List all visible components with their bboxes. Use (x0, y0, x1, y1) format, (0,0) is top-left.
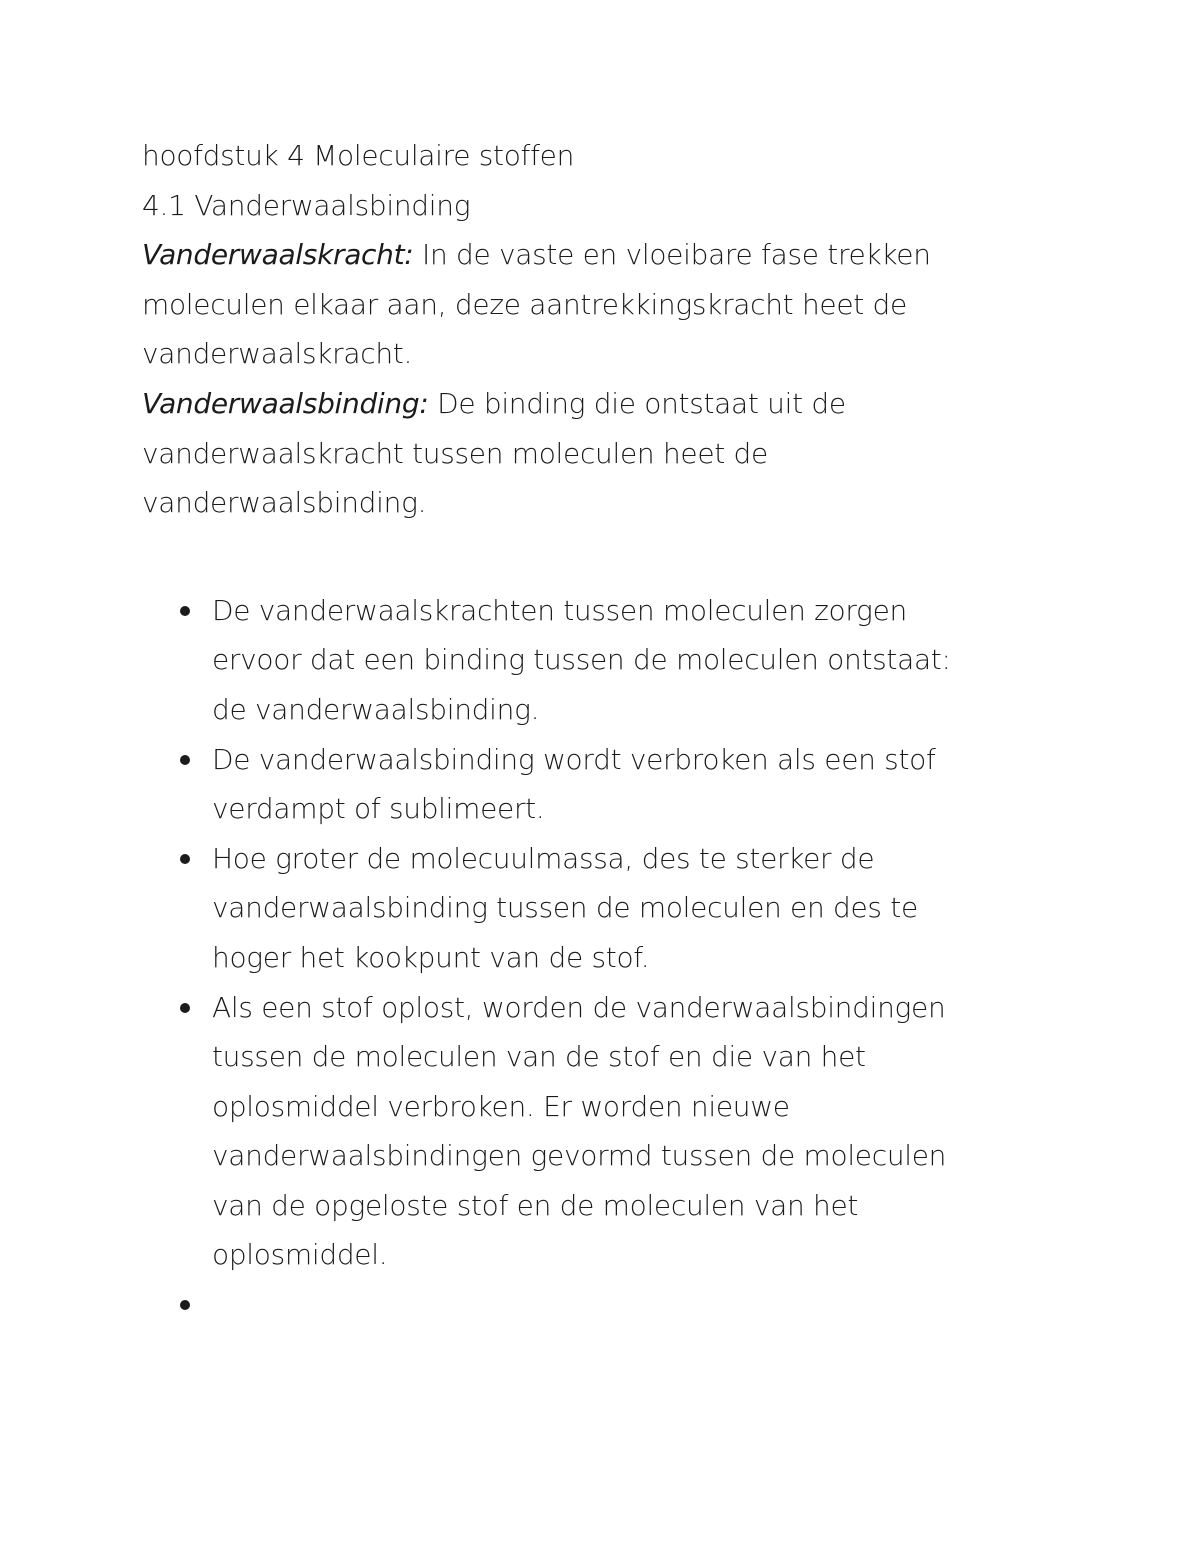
paragraph-spacer (142, 528, 1062, 586)
list-item-line: oplosmiddel verbroken. Er worden nieuwe (212, 1089, 790, 1123)
list-item-line: van de opgeloste stof en de moleculen van het (212, 1188, 859, 1222)
list-item-text (212, 983, 1062, 1281)
definition-line (142, 230, 1062, 280)
bullet-dot-icon (180, 1300, 190, 1310)
list-item (142, 735, 1062, 834)
list-item-line: Als een stof oplost, worden de vanderwaalsbindingen (212, 990, 946, 1024)
bullet-dot-icon (180, 1003, 190, 1013)
definition-line: vanderwaalskracht. (142, 337, 413, 371)
bullet-dot-icon (180, 755, 190, 765)
list-item (142, 834, 1062, 983)
definition-vanderwaalskracht (142, 230, 1062, 379)
list-item-line: oplosmiddel. (212, 1238, 388, 1272)
chapter-heading: hoofdstuk 4 Moleculaire stoffen (142, 139, 575, 172)
list-item-line: tussen de moleculen van de stof en die van het (212, 1040, 866, 1074)
definition-line (142, 379, 1062, 429)
list-item-line: ervoor dat een binding tussen de moleculen ontstaat: (212, 643, 951, 677)
definition-line: vanderwaalsbinding. (142, 486, 427, 520)
list-item-text (212, 586, 1062, 735)
list-item-line: vanderwaalsbindingen gevormd tussen de moleculen (212, 1139, 947, 1173)
list-item-text (212, 834, 1062, 983)
list-item-line: vanderwaalsbinding tussen de moleculen en des te (212, 891, 918, 925)
definition-vanderwaalsbinding (142, 379, 1062, 528)
list-item-line: De vanderwaalskrachten tussen moleculen zorgen (212, 593, 907, 627)
definition-text: In de vaste en vloeibare fase trekken (413, 238, 931, 272)
list-item (142, 1280, 1062, 1330)
definition-line: moleculen elkaar aan, deze aantrekkingskracht heet de (142, 287, 907, 321)
list-item-line: Hoe groter de molecuulmassa, des te sterker de (212, 841, 875, 875)
list-item (142, 586, 1062, 735)
list-item-text (212, 1280, 1062, 1330)
definition-text: De binding die ontstaat uit de (428, 386, 846, 420)
list-item-line: verdampt of sublimeert. (212, 792, 545, 826)
bullet-dot-icon (180, 606, 190, 616)
document-content (142, 131, 1062, 1330)
list-item-line: De vanderwaalsbinding wordt verbroken als een stof (212, 742, 936, 776)
list-item (142, 983, 1062, 1281)
definition-line: vanderwaalskracht tussen moleculen heet de (142, 436, 768, 470)
list-item-line: hoger het kookpunt van de stof. (212, 940, 650, 974)
list-item-text (212, 735, 1062, 834)
bullet-dot-icon (180, 854, 190, 864)
section-heading: 4.1 Vanderwaalsbinding (142, 188, 471, 222)
definition-term: Vanderwaalsbinding: (142, 386, 429, 420)
definition-term: Vanderwaalskracht: (142, 238, 414, 272)
list-item-line: de vanderwaalsbinding. (212, 692, 540, 726)
bullet-list (142, 586, 1062, 1330)
